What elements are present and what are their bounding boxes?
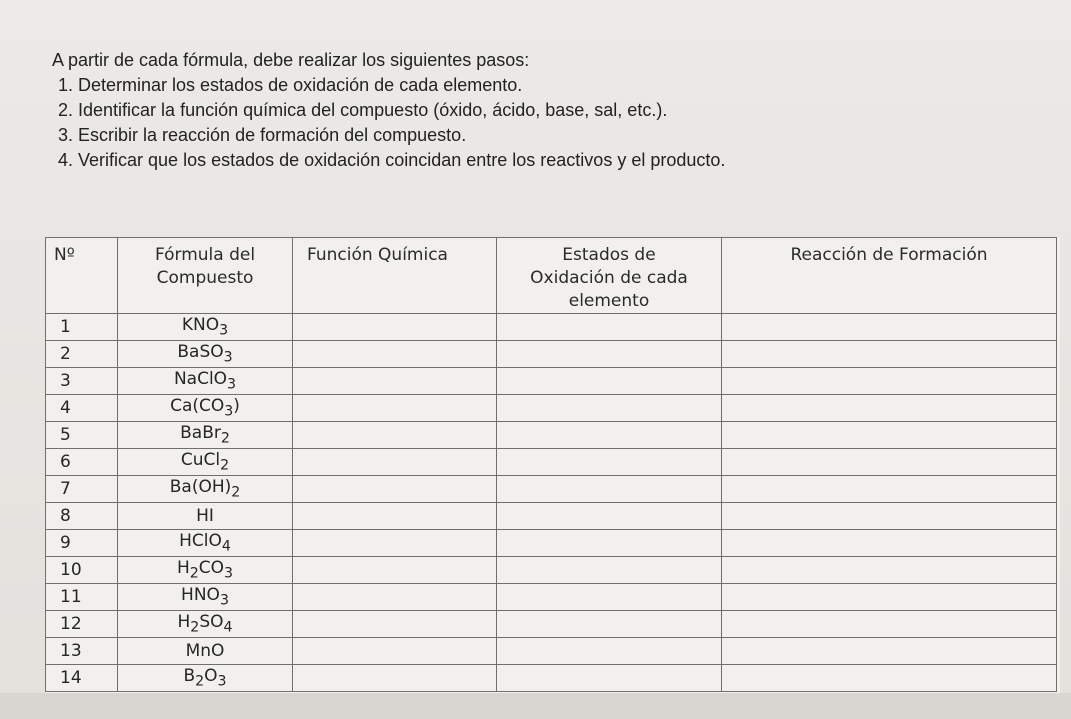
formation-reaction-cell[interactable] [722, 665, 1057, 692]
function-cell[interactable] [293, 665, 497, 692]
row-number: 5 [46, 422, 118, 449]
row-number: 13 [46, 638, 118, 665]
function-cell[interactable] [293, 476, 497, 503]
header-oxidation-line1: Estados de [562, 245, 656, 265]
table-row [46, 557, 1057, 584]
oxidation-states-cell[interactable] [497, 557, 722, 584]
table-row [46, 422, 1057, 449]
function-cell[interactable] [293, 611, 497, 638]
compound-formula: BaSO$_3$ [118, 341, 293, 368]
instruction-step-3: 3. Escribir la reacción de formación del compuesto. [58, 125, 467, 145]
compound-formula: HI [118, 503, 293, 530]
table-row [46, 314, 1057, 341]
compounds-table [45, 237, 1057, 692]
formation-reaction-cell[interactable] [722, 638, 1057, 665]
instructions-heading: A partir de cada fórmula, debe realizar los siguientes pasos: [52, 50, 530, 70]
compound-formula: NaClO$_3$ [118, 368, 293, 395]
compound-formula: $H_2SO_4$ [118, 611, 293, 638]
compound-formula: BaBr$_2$ [118, 422, 293, 449]
formation-reaction-cell[interactable] [722, 503, 1057, 530]
function-cell[interactable] [293, 530, 497, 557]
instruction-step-1: 1. Determinar los estados de oxidación de cada elemento. [58, 75, 523, 95]
row-number: 14 [46, 665, 118, 692]
oxidation-states-cell[interactable] [497, 395, 722, 422]
function-cell[interactable] [293, 557, 497, 584]
formation-reaction-cell[interactable] [722, 557, 1057, 584]
row-number: 2 [46, 341, 118, 368]
table-row [46, 638, 1057, 665]
oxidation-states-cell[interactable] [497, 449, 722, 476]
function-cell[interactable] [293, 395, 497, 422]
function-cell[interactable] [293, 503, 497, 530]
formation-reaction-cell[interactable] [722, 368, 1057, 395]
table-row [46, 503, 1057, 530]
function-cell[interactable] [293, 368, 497, 395]
instruction-step-4: 4. Verificar que los estados de oxidación coincidan entre los reactivos y el producto. [58, 150, 726, 170]
header-formula-line2: Compuesto [156, 268, 254, 288]
row-number: 6 [46, 449, 118, 476]
formation-reaction-cell[interactable] [722, 611, 1057, 638]
header-function: Función Química [293, 238, 497, 314]
compound-formula: $Ba(OH)_2$ [118, 476, 293, 503]
oxidation-states-cell[interactable] [497, 530, 722, 557]
compound-formula: HClO$_4$ [118, 530, 293, 557]
oxidation-states-cell[interactable] [497, 611, 722, 638]
table-row [46, 476, 1057, 503]
row-number: 8 [46, 503, 118, 530]
compound-formula: $H_2CO_3$ [118, 557, 293, 584]
oxidation-states-cell[interactable] [497, 368, 722, 395]
row-number: 7 [46, 476, 118, 503]
oxidation-states-cell[interactable] [497, 314, 722, 341]
oxidation-states-cell[interactable] [497, 638, 722, 665]
function-cell[interactable] [293, 638, 497, 665]
compound-formula: MnO [118, 638, 293, 665]
header-formula [118, 238, 293, 314]
compound-formula: $HNO_3$ [118, 584, 293, 611]
oxidation-states-cell[interactable] [497, 503, 722, 530]
row-number: 3 [46, 368, 118, 395]
function-cell[interactable] [293, 341, 497, 368]
function-cell[interactable] [293, 314, 497, 341]
formation-reaction-cell[interactable] [722, 584, 1057, 611]
instructions-block [52, 48, 1032, 173]
table-row [46, 584, 1057, 611]
header-oxidation-line3: elemento [568, 291, 650, 311]
header-formula-line1: Fórmula del [154, 245, 256, 265]
table-row [46, 530, 1057, 557]
formation-reaction-cell[interactable] [722, 341, 1057, 368]
formation-reaction-cell[interactable] [722, 395, 1057, 422]
row-number: 10 [46, 557, 118, 584]
formation-reaction-cell[interactable] [722, 530, 1057, 557]
row-number: 12 [46, 611, 118, 638]
formation-reaction-cell[interactable] [722, 476, 1057, 503]
table-header-row [46, 238, 1057, 314]
oxidation-states-cell[interactable] [497, 665, 722, 692]
oxidation-states-cell[interactable] [497, 584, 722, 611]
desk-surface [0, 693, 1071, 719]
compound-formula: CuCl$_2$ [118, 449, 293, 476]
table-row [46, 395, 1057, 422]
compound-formula: $KNO_3$ [118, 314, 293, 341]
worksheet [45, 237, 1060, 693]
header-number: Nº [46, 238, 118, 314]
function-cell[interactable] [293, 422, 497, 449]
row-number: 4 [46, 395, 118, 422]
oxidation-states-cell[interactable] [497, 422, 722, 449]
table-row [46, 611, 1057, 638]
header-oxidation-line2: Oxidación de cada [530, 268, 688, 288]
function-cell[interactable] [293, 449, 497, 476]
oxidation-states-cell[interactable] [497, 341, 722, 368]
header-oxidation-states [497, 238, 722, 314]
table-body [46, 314, 1057, 692]
instruction-step-2: 2. Identificar la función química del compuesto (óxido, ácido, base, sal, etc.). [58, 100, 668, 120]
function-cell[interactable] [293, 584, 497, 611]
table-row [46, 665, 1057, 692]
table-row [46, 449, 1057, 476]
row-number: 1 [46, 314, 118, 341]
oxidation-states-cell[interactable] [497, 476, 722, 503]
formation-reaction-cell[interactable] [722, 314, 1057, 341]
formation-reaction-cell[interactable] [722, 449, 1057, 476]
row-number: 11 [46, 584, 118, 611]
formation-reaction-cell[interactable] [722, 422, 1057, 449]
compound-formula: $Ca(CO_3)$ [118, 395, 293, 422]
table-row [46, 368, 1057, 395]
table-row [46, 341, 1057, 368]
header-formation-reaction: Reacción de Formación [722, 238, 1057, 314]
cropped-text-fragment [120, 0, 380, 10]
compound-formula: $B_2O_3$ [118, 665, 293, 692]
row-number: 9 [46, 530, 118, 557]
